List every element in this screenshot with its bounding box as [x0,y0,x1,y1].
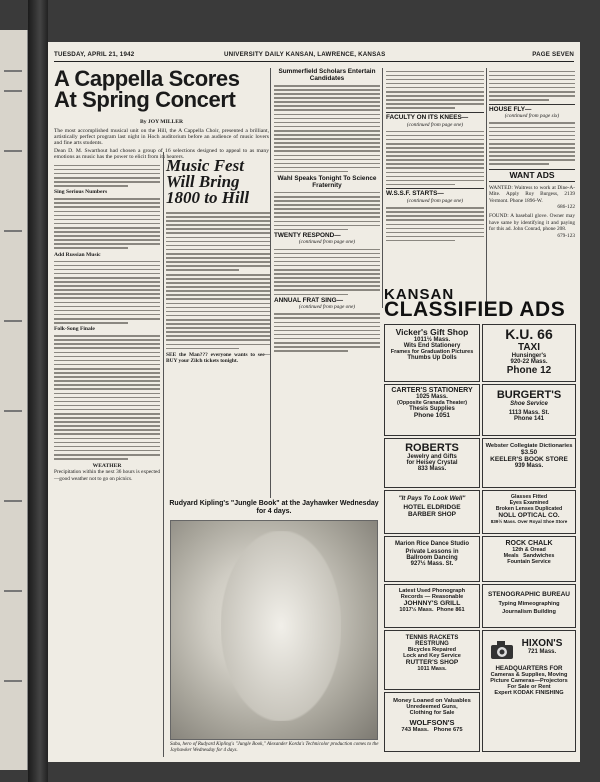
vickers-name: Vicker's Gift Shop [395,327,469,337]
burgerts-addr: 1113 Mass. St. [508,410,550,416]
burgerts-phone: Phone 141 [513,416,544,422]
hixons-line4: For Sale or Rent [507,684,551,690]
eldridge-slogan: "It Pays To Look Well" [398,495,466,502]
johnnys-contact [385,607,479,613]
carters-name: CARTER'S STATIONERY [391,387,473,394]
johnnys-ad [384,584,480,628]
johnnys-phone: Phone 861 [436,607,465,613]
found-ad: FOUND: A baseball glove. Owner may have same by identifying it and paying for this ad. John Conrad, phone 208. [489,212,575,233]
music-fest-line1: Music Fest [166,156,244,175]
camera-icon [489,639,515,661]
masthead-paper: UNIVERSITY DAILY KANSAN, LAWRENCE, KANSAS [224,51,386,58]
marion-addr: 927½ Mass. St. [410,561,454,567]
masthead-page: PAGE SEVEN [532,51,574,58]
ku66-line1: Hunsinger's [511,353,547,359]
concert-headline [54,68,269,116]
rockchalk-sandwiches: Sandwiches [523,553,555,559]
eldridge-name: HOTEL ELDRIDGE [403,504,461,511]
vickers-ad [384,324,480,382]
jungle-book-caption: Sabu, hero of Rudyard Kipling's "Jungle Book," Alexander Korda's Technicolor production comes to the Jayhawker Wednesday for 4 days. [170,742,379,753]
roberts-ad [384,438,480,488]
keelers-addr: 939 Mass. [514,463,544,469]
wolfson-addr: 743 Mass. [401,727,429,733]
steno-line1: Typing Mimeographing [498,601,560,607]
classified-title-2: CLASSIFIED ADS [384,298,566,321]
burgerts-name: BURGERT'S [496,389,562,401]
webster-ad [482,438,576,488]
music-fest-line2: Will Bring [166,172,240,191]
optical-ad [482,490,576,534]
wolfson-line3: Clothing for Sale [409,710,455,716]
faculty-cont: (continued from page one) [406,121,464,128]
roberts-name: ROBERTS [405,442,459,454]
rutter-line2: RESTRUNG [415,641,449,647]
roberts-addr: 833 Mass. [417,466,447,472]
wssf-cont: (continued from page one) [406,198,464,205]
rutter-name: RUTTER'S SHOP [405,659,459,666]
steno-ad [482,584,576,628]
burgerts-ad [482,384,576,436]
zilch-tagline: SEE the Man??? everyone wants to see—BUY your Zilch tickets tonight. [166,351,270,364]
wanted-ad-code: 686-122 [557,204,575,211]
newspaper-page [48,42,580,762]
carters-phone: Phone 1051 [413,412,451,419]
eldridge-ad [384,490,480,534]
carters-ad [384,384,480,436]
faculty-head: FACULTY ON ITS KNEES— [386,112,484,122]
rockchalk-line4: Fountain Service [507,559,551,565]
house-fly-head: HOUSE FLY— [489,104,575,114]
steno-name: STENOGRAPHIC BUREAU [488,591,570,598]
steno-line2: Journalism Building [502,609,556,615]
optical-line2: Eyes Examined [509,500,549,506]
rutter-addr: 1011 Mass. [417,666,447,672]
weather-text: Precipitation within the next 36 hours is expected—good weather not to go on picnics. [54,469,160,482]
wolfson-contact [385,727,479,733]
johnnys-line2: Records — Reasonable [400,594,464,600]
column-house-fly [489,68,575,308]
column-music-fest [166,158,270,498]
subhead-serious-numbers: Sing Serious Numbers [54,189,108,196]
frat-sing-cont: (continued from page one) [298,304,356,311]
rockchalk-ad [482,536,576,582]
classified-title-1: KANSAN [384,286,455,303]
music-fest-line3: 1800 to Hill [166,188,250,207]
johnnys-name: JOHNNY'S GRILL [403,600,461,607]
vickers-addr: 1011½ Mass. [413,337,451,343]
masthead [54,48,574,62]
rutter-line3: Bicycles Repaired [407,647,457,653]
hixons-line2: Cameras & Supplies, Moving [490,672,568,678]
optical-line3: Broken Lenses Duplicated [495,506,563,512]
byline: By JOY MILLER [140,119,183,125]
weather-head: WEATHER [92,462,122,469]
house-fly-cont: (continued from page six) [504,113,560,120]
ku66-number: K.U. 66 [505,326,553,342]
wolfson-line1: Money Loaned on Valuables [393,698,471,704]
lead-paragraph: The most accomplished musical unit on the Hill, the A Cappella Choir, presented a brilliant, artistically perfect program last night in Hoch auditorium before an audience of music lovers and fine arts students. [54,127,269,147]
wolfson-ad [384,692,480,752]
marion-line2: Ballroom Dancing [406,555,458,561]
twenty-respond-cont: (continued from page one) [298,239,356,246]
jungle-book-photo [170,520,378,740]
book-binding [28,0,48,782]
column-summerfield [274,68,380,498]
want-ads-head: WANT ADS [489,169,575,182]
summerfield-head: Summerfield Scholars Entertain Candidates [278,68,376,83]
hixons-line1: HEADQUARTERS FOR [495,665,563,672]
keelers-name: KEELER'S BOOK STORE [490,456,568,463]
rutter-line1: TENNIS RACKETS [405,635,459,641]
hixons-name: HIXON'S [521,638,563,649]
ku66-taxi-ad [482,324,576,382]
headline-line1: A Cappella Scores [54,66,240,91]
lead-paragraph-2: Dean D. M. Swarthout had chosen a group of 16 selections designed to appeal to as many emotions as music has the power to elicit from its hearers. [54,147,269,161]
burgerts-line1: Shoe Service [510,401,548,407]
marion-ad [384,536,480,582]
found-ad-code: 679-123 [557,232,575,239]
wolfson-line2: Unredeemed Guns, [406,704,458,710]
hixons-line3: Picture Cameras—Projectors [490,678,568,684]
optical-name: NOLL OPTICAL CO. [498,512,560,519]
optical-line1: Glasses Fitted [510,494,548,500]
hixons-line5: Expert KODAK FINISHING [494,690,564,696]
taxi-label: TAXI [517,342,541,353]
rutter-line4: Lock and Key Service [403,653,461,659]
marion-name: Marion Rice Dance Studio [394,541,469,547]
headline-line2: At Spring Concert [54,87,236,112]
column-faculty [386,68,484,308]
wolfson-phone: Phone 675 [433,727,463,733]
twenty-respond-head: TWENTY RESPOND— [274,231,341,239]
webster-line1: Webster Collegiate Dictionaries [485,443,573,449]
roberts-line1: Jewelry and Gifts [407,454,457,460]
carters-line1: (Opposite Granada Theater) [396,400,468,406]
previous-page-edge [0,30,28,770]
wanted-ad: WANTED: Waitress to work at Dine-A-Mite. Apply Roy Burgess, 2139 Vermont. Phone 1896-W. [489,184,575,204]
vickers-line2: Frames for Graduation Pictures [390,349,474,355]
frat-sing-head: ANNUAL FRAT SING— [274,296,343,304]
hixons-addr: 721 Mass. [527,649,557,655]
rutter-ad [384,630,480,690]
johnnys-line1: Latest Used Phonograph [398,588,466,594]
rockchalk-meals: Meals [503,553,519,559]
hixons-ad [482,630,576,752]
ku66-line2: 920-22 Mass. [510,359,548,365]
marion-line1: Private Lessons in [405,549,459,555]
wahl-head: Wahl Speaks Tonight To Science Fraternity [277,174,377,190]
rockchalk-name: ROCK CHALK [505,540,553,547]
eldridge-line1: BARBER SHOP [407,511,457,518]
masthead-date: TUESDAY, APRIL 21, 1942 [54,51,135,58]
johnnys-addr: 1017½ Mass. [399,607,434,613]
vickers-line1: Wits End Stationery [403,343,461,349]
rockchalk-line1: 12th & Oread [512,547,546,553]
wolfson-name: WOLFSON'S [409,718,455,727]
roberts-line2: for Heisey Crystal [406,460,458,466]
subhead-folk-song: Folk-Song Finale [54,326,95,333]
vickers-line3: Thumbs Up Dolls [407,355,457,361]
subhead-russian-music: Add Russian Music [54,251,101,258]
optical-addr: 839½ Mass. Over Royal Shoe Store [490,519,568,524]
wssf-head: W.S.S.F. STARTS— [386,188,484,198]
webster-price: $3.50 [520,449,538,456]
carters-addr: 1025 Mass. [416,394,448,400]
jungle-book-caption-head: Rudyard Kipling's "Jungle Book" at the Jayhawker Wednesday for 4 days. [169,500,379,515]
ku66-phone: Phone 12 [506,365,552,376]
carters-line2: Thesis Supplies [409,406,455,412]
